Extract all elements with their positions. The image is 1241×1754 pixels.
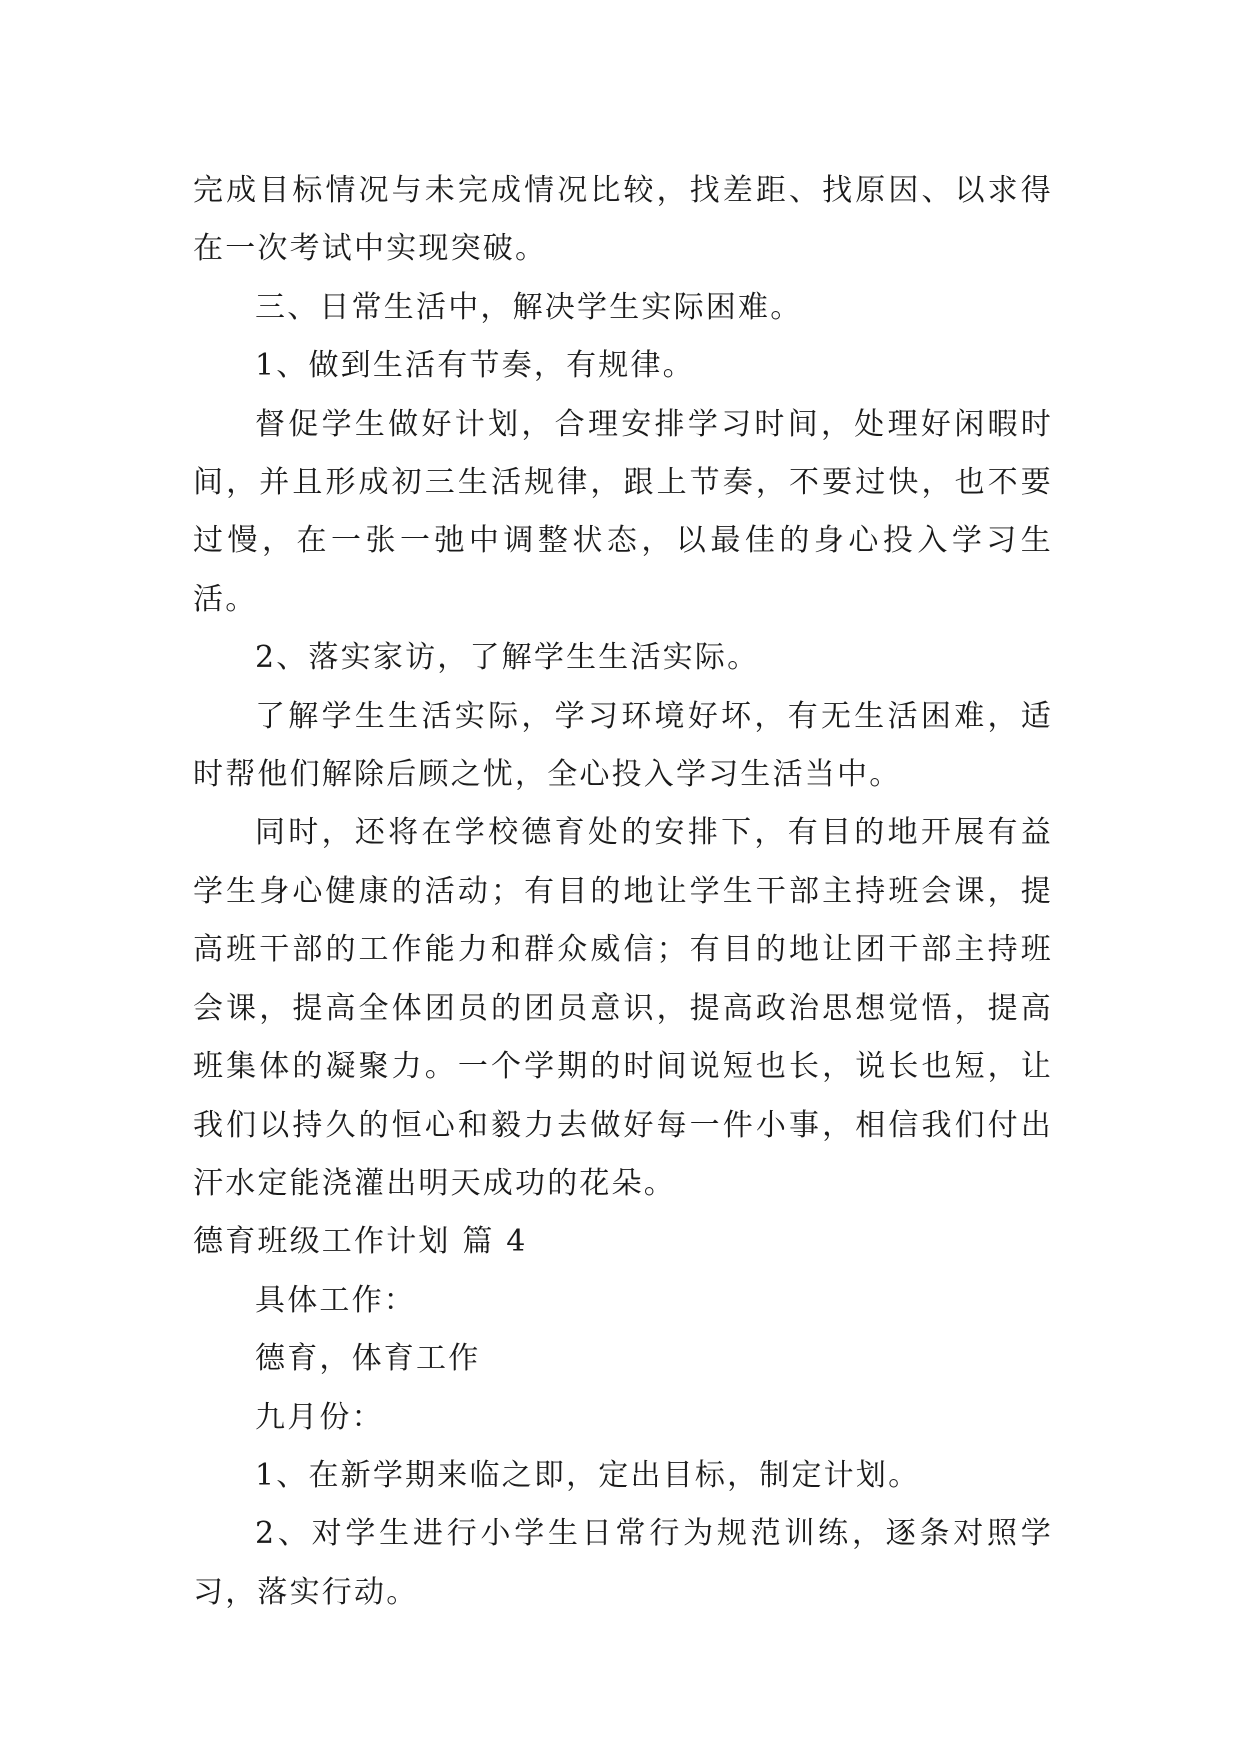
paragraph-plan-supervision: 督促学生做好计划，合理安排学习时间，处理好闲暇时间，并且形成初三生活规律，跟上节奏，不要过快，也不要过慢，在一张一弛中调整状态，以最佳的身心投入学习生活。 [193, 406, 1053, 617]
paragraph-september: 九月份： [255, 1399, 384, 1435]
list-item-rhythm: 1、做到生活有节奏，有规律。 [255, 348, 695, 384]
section-heading-daily-life: 三、日常生活中，解决学生实际困难。 [255, 289, 803, 325]
paragraph-moral-sports: 德育，体育工作 [255, 1341, 481, 1377]
list-item-goals: 1、在新学期来临之即，定出目标，制定计划。 [255, 1457, 921, 1493]
paragraph-student-life: 了解学生生活实际，学习环境好坏，有无生活困难，适时帮他们解除后顾之忧，全心投入学习生活当中。 [193, 698, 1053, 793]
paragraph-specific-work: 具体工作： [255, 1282, 416, 1318]
list-item-home-visit: 2、落实家访，了解学生生活实际。 [255, 640, 760, 676]
paragraph-moral-activities: 同时，还将在学校德育处的安排下，有目的地开展有益学生身心健康的活动；有目的地让学生干部主持班会课，提高班干部的工作能力和群众威信；有目的地让团干部主持班会课，提高全体团员的团员意识，提高政治思想觉悟，提高班集体的凝聚力。一个学期的时间说短也长，说长也短，让我们以持久的恒心和毅力去做好每一件小事，相信我们付出汗水定能浇灌出明天成功的花朵。 [193, 815, 1053, 1201]
paragraph-continued: 完成目标情况与未完成情况比较，找差距、找原因、以求得在一次考试中实现突破。 [193, 173, 1053, 267]
document-body [193, 162, 1053, 1622]
document-heading-part4: 德育班级工作计划 篇 4 [193, 1224, 528, 1260]
list-item-behavior-training: 2、对学生进行小学生日常行为规范训练，逐条对照学习，落实行动。 [193, 1516, 1053, 1610]
